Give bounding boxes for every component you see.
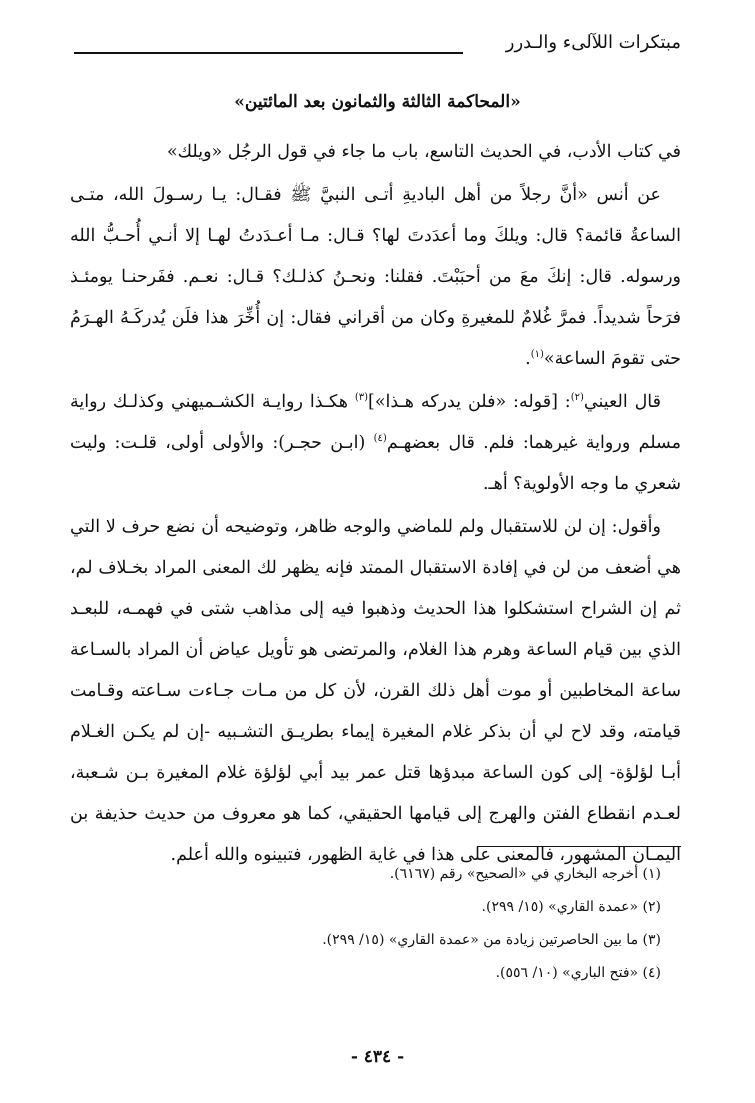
footnote-2: (٢) «عمدة القاري» (١٥/ ٢٩٩). (481, 899, 661, 915)
footnotes (74, 858, 661, 990)
footnote-separator (477, 846, 681, 847)
footnote-ref-3[interactable]: (٣) (354, 392, 369, 404)
book-title: مبتكرات اللآلىء والـدرر (505, 32, 681, 53)
paragraph-commentary (70, 382, 681, 505)
chapter-title: «المحاكمة الثالثة والثمانون بعد المائتين» (234, 92, 521, 112)
page-number: - ٤٣٤ - (350, 1047, 405, 1067)
main-text (70, 132, 681, 876)
header-rule (74, 52, 463, 54)
footnote-1: (١) أخرجه البخاري في «الصحيح» رقم (٦١٦٧). (389, 866, 661, 882)
paragraph-hadith: عن أنس «أنَّ رجلاً من أهل الباديةِ أتـى النبيَّ ﷺ فقـال: يـا رسـولَ الله، متـى الساعةُ قائمة؟ قال: ويلكَ وما أعدَدتَ لها؟ قـال: مـا أعـدَدتُ لهـا إلا أنـي أُحـبُّ الله ورسوله. قال: إنكَ معَ من أحبَبْتَ. فقلنا: ونحـنُ كذلـك؟ قـال: نعـم. ففَرحنـا يومئـذ فرَحاً شديداً. فمرَّ غُلامٌ للمغيرةِ وكان من أقراني فقال: إن أُخِّرَ هذا فلَن يُدركَـهُ الهـرَمُ حتى تقومَ الساعة»$^{(١)}$. (70, 185, 681, 369)
commentary-start: قال العيني (583, 392, 661, 412)
paragraph-chapter-heading: في كتاب الأدب، في الحديث التاسع، باب ما جاء في قول الرجُل «ويلك» (166, 142, 681, 162)
commentary-quote: : [قوله: «فلن يدركه هـذا»] (368, 392, 571, 412)
commentary-end: (ابـن حجـر): والأولى أولى، قلـت: وليت شعري ما وجه الأولوية؟ أهـ. (70, 433, 681, 494)
hadith-text: عن أنس «أنَّ رجلاً من أهل الباديةِ أتـى النبيَّ ﷺ فقـال: يـا رسـولَ الله، متـى الساعةُ قائمة؟ قال: ويلكَ وما أعدَدتَ لها؟ قـال: مـا أعـدَدتُ لهـا إلا أنـي أُحـبُّ الله ورسوله. قال: إنكَ معَ من أحبَبْتَ. فقلنا: ونحـنُ كذلـك؟ قـال: نعـم. ففَرحنـا يومئـذ فرَحاً شديداً. فمرَّ غُلامٌ للمغيرةِ وكان من أقراني فقال: إن أُخِّرَ هذا فلَن يُدركَـهُ الهـرَمُ حتى تقومَ الساعة» (70, 185, 681, 369)
running-header (74, 26, 681, 60)
footnote-3: (٣) ما بين الحاصرتين زيادة من «عمدة القاري» (١٥/ ٢٩٩). (322, 932, 661, 948)
footnote-4: (٤) «فتح الباري» (١٠/ ٥٥٦). (495, 965, 661, 981)
paragraph-author-opinion: وأقول: إن لن للاستقبال ولم للماضي والوجه ظاهر، وتوضيحه أن نضع حرف لا التي هي أضعف من لن في إفادة الاستقبال الممتد فإنه يظهر لك المعنى المراد بخـلاف لم، ثم إن الشراح استشكلوا هذا الحديث وذهبوا فيه إلى مذاهب شتى في فهمـه، للبعـد الذي بين قيام الساعة وهرم هذا الغلام، والمرتضى هو تأويل عياض أن المراد بالسـاعة ساعة المخاطبين أو موت أهل ذلك القرن، لأن كل من مـات جـاءت سـاعته وقـامت قيامته، وقد لاح لي أن بذكر غلام المغيرة إيماء بطريـق التشـبيه -إن لم يكـن الغـلام أبـا لؤلؤة- إلى كون الساعة مبدؤها قتل عمر بيد أبي لؤلؤة غلام المغيرة بـن شـعبة، لعـدم انقطاع الفتن والهرج إلى قيامها الحقيقي، كما هو معروف من حديث حذيفة بن اليمـان المشهور، فالمعنى على هذا في غاية الظهور، فتبينوه والله أعلم. (70, 517, 681, 865)
footnote-ref-2[interactable]: (٢) (570, 392, 584, 404)
footnote-ref-1[interactable]: (١) (530, 349, 544, 361)
commentary-middle: هكـذا روايـة الكشـميهني وكذلـك رواية مسلم ورواية غيرهما: فلم. قال بعضهـم (70, 392, 681, 453)
footnote-ref-4[interactable]: (٤) (373, 433, 387, 445)
